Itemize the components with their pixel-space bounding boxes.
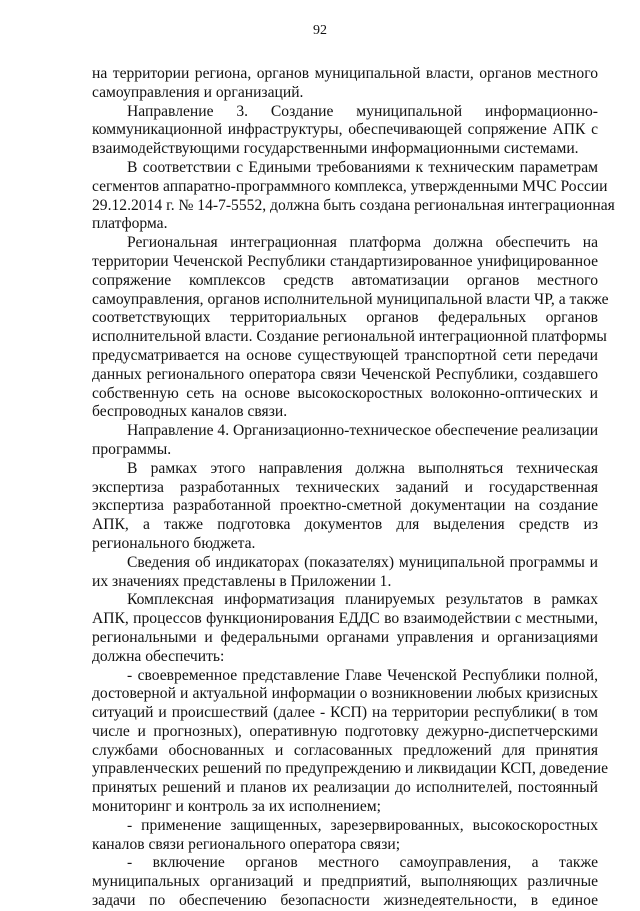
text-line: АПК, а также подготовка документов для выделения средств из: [92, 516, 598, 534]
text-line: В соответствии с Едиными требованиями к техническим параметрам: [127, 158, 598, 176]
page-number: 92: [313, 23, 327, 38]
text-line: муниципальных организаций и предприятий, выполняющих различные: [92, 873, 598, 891]
text-line: территории Чеченской Республики стандартизированное унифицированное: [92, 252, 598, 270]
text-line: Комплексная информатизация планируемых результатов в рамках: [127, 591, 598, 609]
text-line: исполнительной власти. Создание региональной интеграционной платформы: [92, 328, 607, 346]
text-line: Сведения об индикаторах (показателях) муниципальной программы и: [127, 553, 598, 571]
text-line: соответствующих территориальных органов федеральных органов: [92, 309, 598, 327]
text-line: предусматривается на основе существующей транспортной сети передачи: [92, 346, 598, 364]
text-line: программы.: [92, 440, 172, 458]
document-body: [92, 65, 615, 911]
text-line: беспроводных каналов связи.: [92, 403, 288, 421]
text-line: их значениях представлены в Приложении 1.: [92, 572, 392, 590]
text-line: самоуправления, органов исполнительной муниципальной власти ЧР, а также: [92, 290, 609, 308]
section-heading-line: Направление 4. Организационно-техническое обеспечение реализации: [127, 422, 599, 440]
text-line: мониторинг и контроль за их исполнением;: [92, 798, 381, 816]
text-line: числе и прогнозных), оперативную подготовку дежурно-диспетчерскими: [92, 722, 598, 740]
text-line: Региональная интеграционная платформа должна обеспечить на: [127, 234, 598, 252]
text-line: каналов связи регионального оператора связи;: [92, 835, 401, 853]
text-line: 29.12.2014 г. № 14-7-5552, должна быть создана региональная интеграционная: [92, 196, 615, 214]
text-line: сопряжение комплексов средств автоматизации органов местного: [92, 271, 598, 289]
text-line: коммуникационной инфраструктуры, обеспечивающей сопряжение АПК с: [92, 121, 598, 139]
list-item-line: - применение защищенных, зарезервированных, высокоскоростных: [127, 816, 598, 834]
text-line: взаимодействующими государственными информационными системами.: [92, 140, 579, 158]
text-line: управленческих решений по предупреждению и ликвидации КСП, доведение: [92, 760, 608, 778]
text-line: задачи по обеспечению безопасности жизнедеятельности, в единое: [92, 892, 598, 910]
text-line: службами обоснованных и согласованных предложений для принятия: [92, 741, 598, 759]
text-line: региональными и федеральными органами управления и организациями: [92, 628, 598, 646]
text-line: платформа.: [92, 215, 168, 233]
text-line: В рамках этого направления должна выполняться техническая: [127, 459, 598, 477]
text-line: экспертиза разработанных технических заданий и государственная: [92, 478, 598, 496]
text-line: на территории региона, органов муниципальной власти, органов местного: [92, 65, 598, 82]
text-line: данных регионального оператора связи Чеченской Республики, создавшего: [92, 365, 598, 383]
text-line: достоверной и актуальной информации о возникновении любых кризисных: [92, 685, 598, 703]
list-item-line: - включение органов местного самоуправления, а также: [127, 854, 598, 872]
text-line: сегментов аппаратно-программного комплекса, утвержденными МЧС России: [92, 177, 608, 195]
text-line: собственную сеть на основе высокоскоростных волоконно-оптических и: [92, 384, 598, 402]
text-line: регионального бюджета.: [92, 534, 256, 552]
text-line: принятых решений и планов их реализации до исполнителей, постоянный: [92, 779, 598, 797]
section-heading-line: Направление 3. Создание муниципальной информационно-: [127, 102, 598, 120]
text-line: должна обеспечить:: [92, 647, 225, 665]
text-line: АПК, процессов функционирования ЕДДС во взаимодействии с местными,: [92, 610, 598, 628]
list-item-line: - своевременное представление Главе Чеченской Республики полной,: [127, 666, 598, 684]
text-line: самоуправления и организаций.: [92, 83, 304, 101]
text-line: ситуаций и происшествий (далее - КСП) на территории республики( в том: [92, 704, 598, 722]
text-line: экспертиза разработанной проектно-сметной документации на создание: [92, 497, 598, 515]
